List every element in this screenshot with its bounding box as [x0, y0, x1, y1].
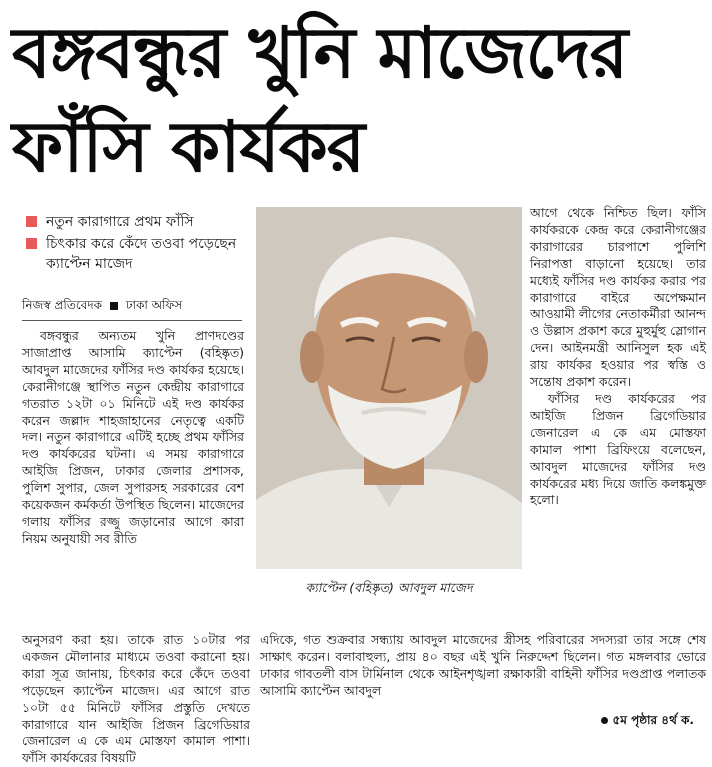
article-paragraph: ফাঁসির দণ্ড কার্যকরের পর আইজি প্রিজন ব্রিগেডিয়ার জেনারেল এ কে এম মোস্তফা কামাল পাশা ব্রিফিংয়ে বলেছেন, আবদুল মাজেদের ফাঁসির দণ্ড কার্যকরের মধ্য দিয়ে জাতি কলঙ্কমুক্ত হলো। [530, 390, 706, 508]
byline-divider [22, 320, 242, 321]
article-column-left [22, 328, 244, 548]
continued-label: ৫ম পৃষ্ঠার ৪র্থ ক. [612, 713, 694, 727]
headline-line-2: ফাঁসি কার্যকর [12, 106, 365, 188]
bullet-square-icon [26, 216, 37, 227]
portrait-photo [256, 207, 522, 569]
headline-line-1: বঙ্গবন্ধুর খুনি মাজেদের [12, 12, 628, 94]
highlight-item [24, 212, 246, 232]
highlight-text: চিৎকার করে কেঁদে তওবা পড়েছেন ক্যাপ্টেন মাজেদ [46, 236, 237, 272]
article-bottom-row [22, 632, 706, 767]
continued-on-page[interactable] [601, 712, 694, 732]
byline-office: ঢাকা অফিস [125, 298, 183, 312]
byline-separator-icon [110, 302, 118, 310]
article-paragraph: অনুসরণ করা হয়। তাকে রাত ১০টার পর একজন মৌলানার মাধ্যমে তওবা করানো হয়। কারা সূত্র জানায়, চিৎকার করে কেঁদে তওবা পড়েছেন ক্যাপ্টেন মাজেদ। এর আগে রাত ১০টা ৫৫ মিনিটে ফাঁসির প্রস্তুতি দেখতে কারাগারে যান আইজি প্রিজন ব্রিগেডিয়ার জেনারেল এ কে এম মোস্তফা কামাল পাশা। ফাঁসি কার্যকরের বিষয়টি [22, 632, 250, 766]
article-paragraph: এদিকে, গত শুক্রবার সন্ধ্যায় আবদুল মাজেদের স্ত্রীসহ পরিবারের সদস্যরা তার সঙ্গে শেষ সাক্ষাৎ করেন। বলাবাহুল্য, প্রায় ৪০ বছর এই খুনি নিরুদ্দেশ ছিলেন। গত মঙ্গলবার ভোরে ঢাকার গাবতলী বাস টার্মিনাল থেকে আইনশৃঙ্খলা রক্ষাকারী বাহিনী ফাঁসির দণ্ডপ্রাপ্ত পলাতক আসামি ক্যাপ্টেন আবদুল [260, 632, 706, 698]
highlight-item [24, 234, 246, 274]
highlights-list [24, 212, 246, 276]
article-column-right [530, 205, 706, 509]
photo-caption: ক্যাপ্টেন (বহিষ্কৃত) আবদুল মাজেদ [305, 580, 473, 595]
portrait-illustration [256, 207, 522, 569]
bullet-square-icon [26, 238, 37, 249]
byline [22, 297, 182, 317]
article-paragraph: আগে থেকে নিশ্চিত ছিল। ফাঁসি কার্যকরকে কেন্দ্র করে কেরানীগঞ্জের কারাগারের চারপাশে পুলিশি নিরাপত্তা বাড়ানো হয়েছে। তার মধ্যেই ফাঁসির দণ্ড কার্যকর করার পর কারাগারে বাইরে অপেক্ষমান আওয়ামী লীগের নেতাকর্মীরা আনন্দ ও উল্লাস প্রকাশ করে মুহুর্মুহু স্লোগান দেন। আইনমন্ত্রী আনিসুল হক এই রায় কার্যকর হওয়ার পর স্বস্তি ও সন্তোষ প্রকাশ করেন। [530, 205, 707, 390]
article-paragraph: বঙ্গবন্ধুর অন্যতম খুনি প্রাণদণ্ডের সাজাপ্রাপ্ত আসামি ক্যাপ্টেন (বহিষ্কৃত) আবদুল মাজেদের ফাঁসির দণ্ড কার্যকর হয়েছে। কেরানীগঞ্জে স্থাপিত নতুন কেন্দ্রীয় কারাগারে গতরাত ১২টা ০১ মিনিটে এই দণ্ড কার্যকর করেন জল্লাদ শাহজাহানের নেতৃত্বে একটি দল। নতুন কারাগারে এটিই হচ্ছে প্রথম ফাঁসির দণ্ড কার্যকরের ঘটনা। এ সময় কারাগারে আইজি প্রিজন, ঢাকার জেলার প্রশাসক, পুলিশ সুপার, জেল সুপারসহ সরকারের বেশ কয়েকজন কর্মকর্তা উপস্থিত ছিলেন। মাজেদের গলায় ফাঁসির রজ্জু জড়ানোর আগে কারা নিয়ম অনুযায়ী সব রীতি [22, 328, 244, 546]
byline-reporter: নিজস্ব প্রতিবেদক [22, 298, 103, 312]
bullet-dot-icon [601, 717, 608, 724]
highlight-text: নতুন কারাগারে প্রথম ফাঁসি [46, 214, 194, 230]
